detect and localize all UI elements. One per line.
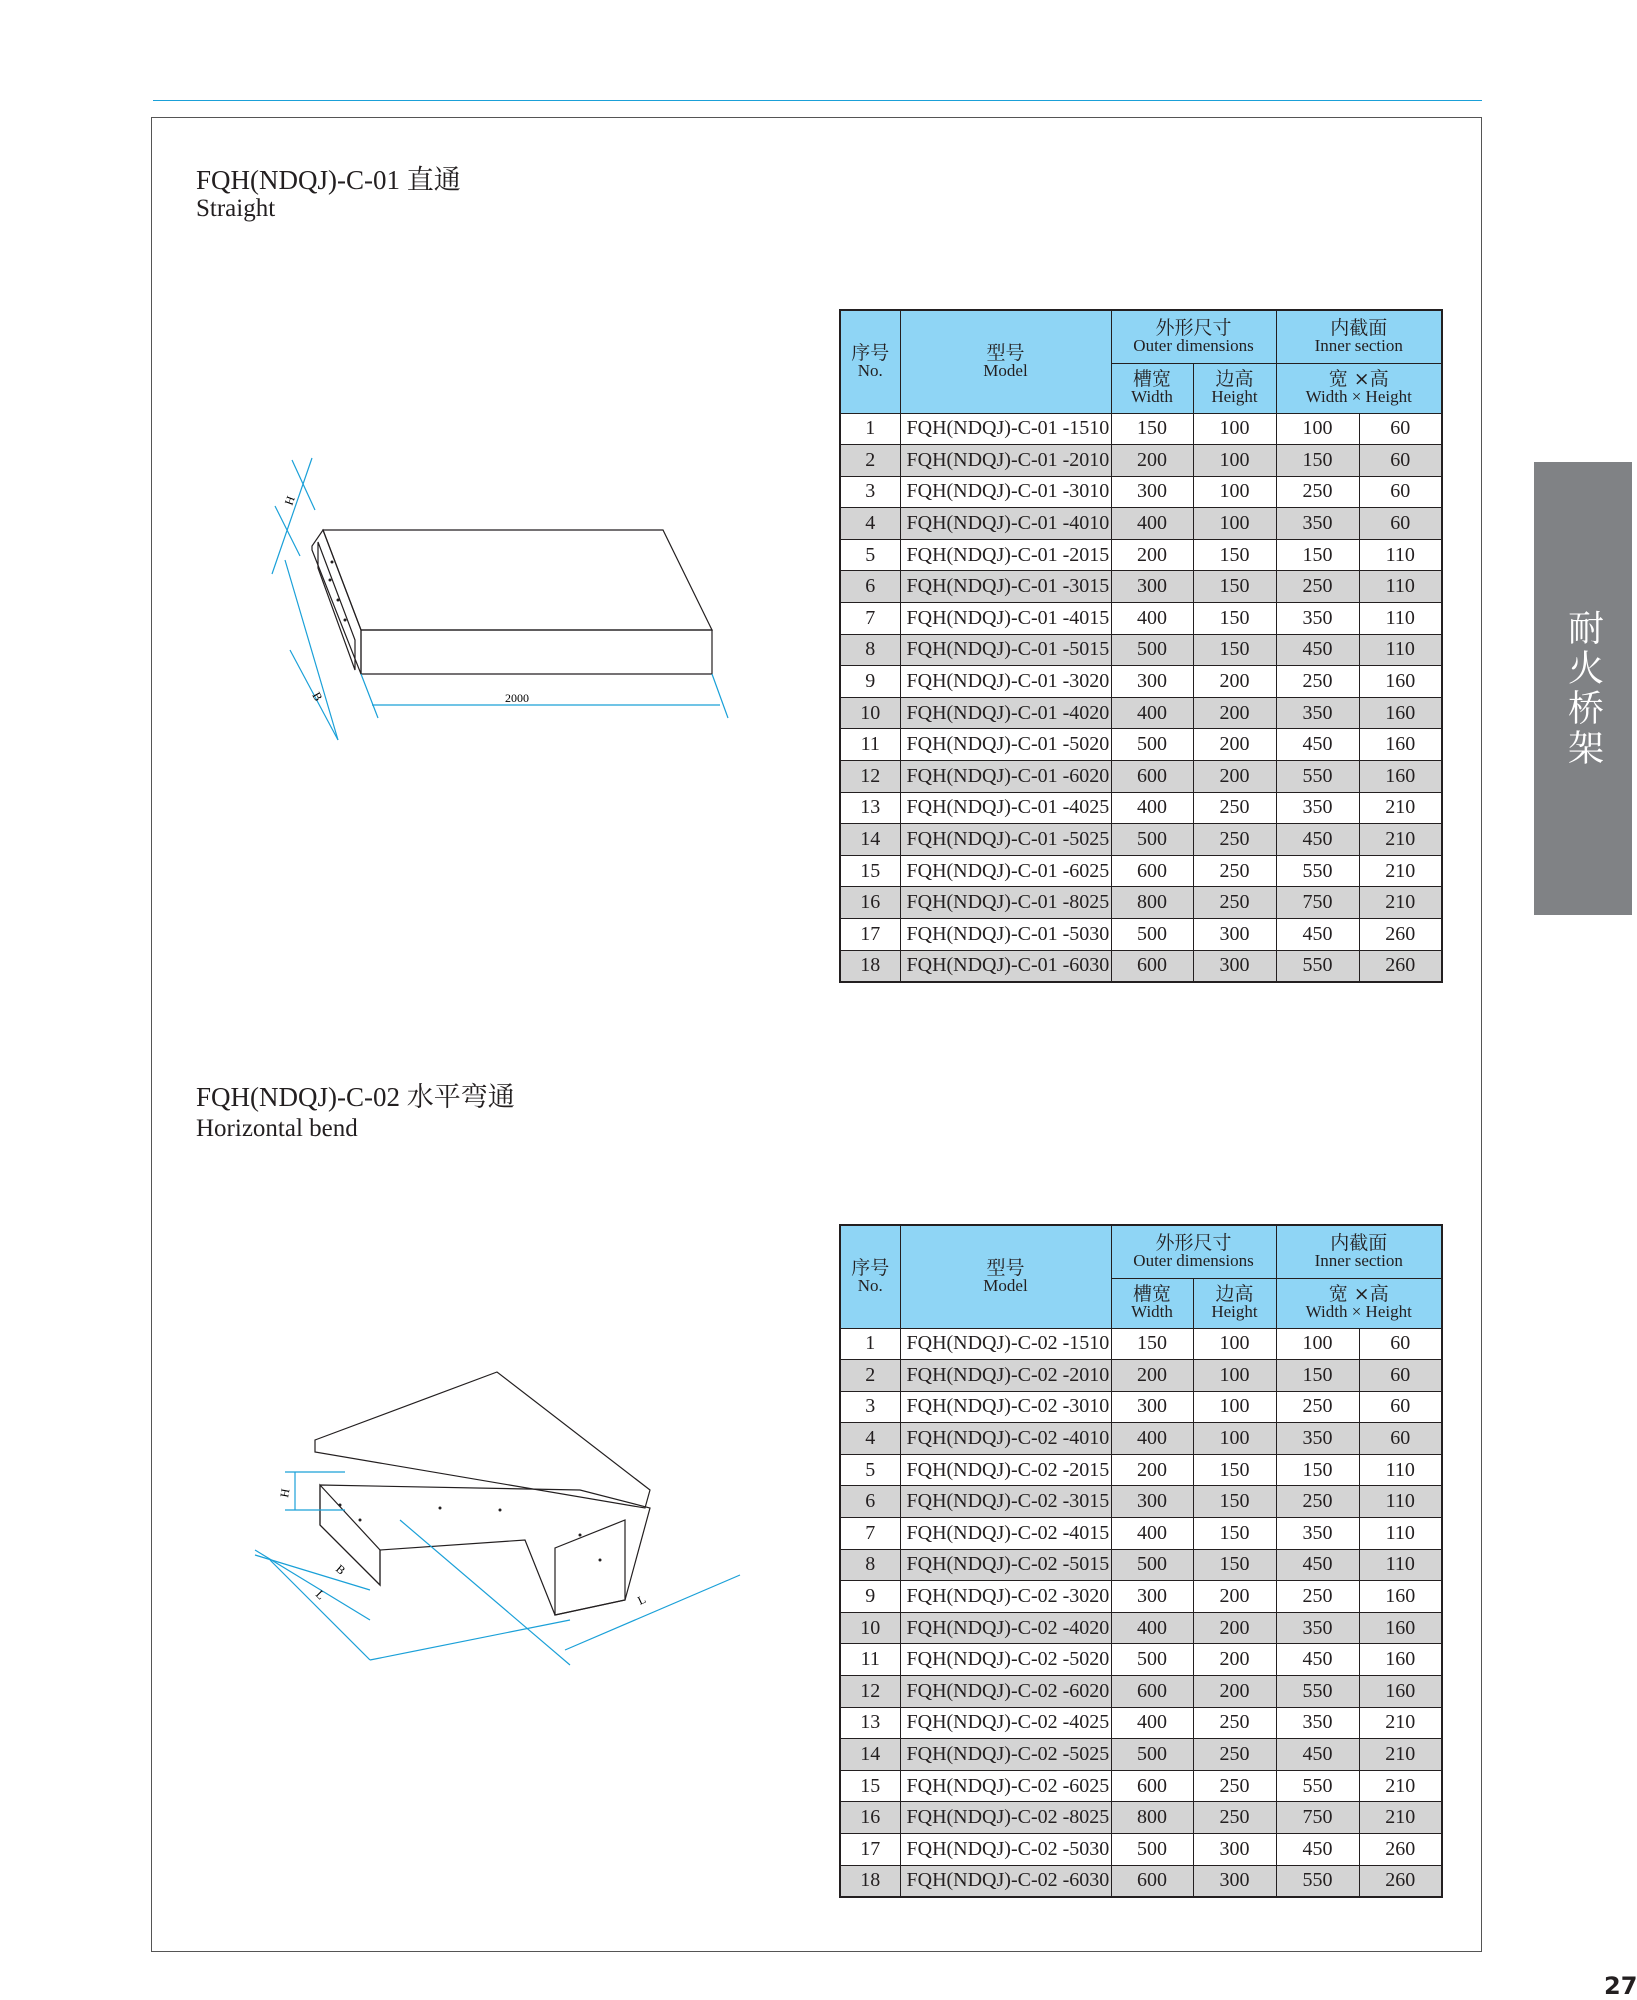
cell: 400 bbox=[1111, 603, 1193, 635]
dim-b: B bbox=[333, 1561, 349, 1578]
cell: 260 bbox=[1359, 919, 1442, 951]
cell: FQH(NDQJ)-C-02 -5025 bbox=[900, 1739, 1111, 1771]
cell: 350 bbox=[1276, 603, 1359, 635]
cell: 300 bbox=[1111, 571, 1193, 603]
cell: 210 bbox=[1359, 1739, 1442, 1771]
cell: 250 bbox=[1276, 1581, 1359, 1613]
cell: 160 bbox=[1359, 1612, 1442, 1644]
cell: 500 bbox=[1111, 634, 1193, 666]
cell: FQH(NDQJ)-C-01 -4015 bbox=[900, 603, 1111, 635]
cell: 250 bbox=[1193, 1739, 1276, 1771]
section-subtitle-straight: Straight bbox=[196, 195, 276, 222]
cell: 6 bbox=[840, 1486, 900, 1518]
cell: FQH(NDQJ)-C-02 -4015 bbox=[900, 1518, 1111, 1550]
section-title-bend: FQH(NDQJ)-C-02 水平弯通 bbox=[196, 1082, 515, 1112]
cell: 250 bbox=[1193, 887, 1276, 919]
cell: 100 bbox=[1193, 1328, 1276, 1360]
table-row bbox=[840, 1770, 1442, 1802]
table-row bbox=[840, 1518, 1442, 1550]
cell: 60 bbox=[1359, 508, 1442, 540]
cell: 300 bbox=[1193, 1834, 1276, 1866]
cell: 60 bbox=[1359, 445, 1442, 477]
table-row bbox=[840, 1612, 1442, 1644]
cell: 160 bbox=[1359, 1644, 1442, 1676]
cell: 100 bbox=[1193, 1391, 1276, 1423]
cell: 110 bbox=[1359, 603, 1442, 635]
col-model: 型号 Model bbox=[900, 310, 1111, 413]
cell: 300 bbox=[1111, 1391, 1193, 1423]
cell: FQH(NDQJ)-C-02 -5015 bbox=[900, 1549, 1111, 1581]
dim-l1: L bbox=[312, 1587, 328, 1603]
cell: 200 bbox=[1111, 445, 1193, 477]
section-subtitle-bend: Horizontal bend bbox=[196, 1115, 358, 1142]
cell: 3 bbox=[840, 1391, 900, 1423]
cell: 3 bbox=[840, 476, 900, 508]
section-title-straight: FQH(NDQJ)-C-01 直通 bbox=[196, 165, 461, 195]
cell: 450 bbox=[1276, 824, 1359, 856]
cell: 14 bbox=[840, 1739, 900, 1771]
cell: 1 bbox=[840, 1328, 900, 1360]
cell: 200 bbox=[1193, 761, 1276, 793]
cell: FQH(NDQJ)-C-01 -6030 bbox=[900, 950, 1111, 982]
table-row bbox=[840, 603, 1442, 635]
table-row bbox=[840, 445, 1442, 477]
cell: FQH(NDQJ)-C-02 -6025 bbox=[900, 1770, 1111, 1802]
table-row bbox=[840, 1581, 1442, 1613]
table-row bbox=[840, 1865, 1442, 1897]
cell: 110 bbox=[1359, 1549, 1442, 1581]
cell: 450 bbox=[1276, 1834, 1359, 1866]
col-inner: 内截面 Inner section bbox=[1276, 1225, 1442, 1278]
cell: 4 bbox=[840, 1423, 900, 1455]
cell: 150 bbox=[1193, 634, 1276, 666]
table-row bbox=[840, 1423, 1442, 1455]
cell: 250 bbox=[1276, 1486, 1359, 1518]
cell: 450 bbox=[1276, 1549, 1359, 1581]
cell: 100 bbox=[1193, 1360, 1276, 1392]
table-row bbox=[840, 697, 1442, 729]
col-inner-wh: 宽 ×高 Width × Height bbox=[1276, 363, 1442, 413]
cell: 500 bbox=[1111, 1834, 1193, 1866]
cell: FQH(NDQJ)-C-01 -5025 bbox=[900, 824, 1111, 856]
cell: 300 bbox=[1193, 1865, 1276, 1897]
cell: 500 bbox=[1111, 729, 1193, 761]
cell: 260 bbox=[1359, 1834, 1442, 1866]
cell: 210 bbox=[1359, 824, 1442, 856]
cell: 350 bbox=[1276, 792, 1359, 824]
cell: 600 bbox=[1111, 950, 1193, 982]
cell: FQH(NDQJ)-C-02 -3015 bbox=[900, 1486, 1111, 1518]
table-row bbox=[840, 1391, 1442, 1423]
spec-table-bend bbox=[839, 1224, 1443, 1898]
table-row bbox=[840, 413, 1442, 445]
cell: FQH(NDQJ)-C-02 -6020 bbox=[900, 1676, 1111, 1708]
cell: FQH(NDQJ)-C-02 -3020 bbox=[900, 1581, 1111, 1613]
table-row bbox=[840, 729, 1442, 761]
cell: FQH(NDQJ)-C-01 -3010 bbox=[900, 476, 1111, 508]
table-row bbox=[840, 887, 1442, 919]
cell: FQH(NDQJ)-C-01 -8025 bbox=[900, 887, 1111, 919]
cell: FQH(NDQJ)-C-01 -2010 bbox=[900, 445, 1111, 477]
cell: 550 bbox=[1276, 855, 1359, 887]
side-tab: 耐火桥架 bbox=[1534, 462, 1632, 915]
dim-h: H bbox=[277, 1487, 293, 1499]
cell: 300 bbox=[1193, 919, 1276, 951]
cell: FQH(NDQJ)-C-02 -3010 bbox=[900, 1391, 1111, 1423]
cell: 110 bbox=[1359, 1486, 1442, 1518]
cell: 500 bbox=[1111, 1549, 1193, 1581]
cell: 10 bbox=[840, 1612, 900, 1644]
cell: 260 bbox=[1359, 1865, 1442, 1897]
cell: 16 bbox=[840, 1802, 900, 1834]
cell: 400 bbox=[1111, 1423, 1193, 1455]
table-row bbox=[840, 855, 1442, 887]
table-row bbox=[840, 1549, 1442, 1581]
cell: 350 bbox=[1276, 697, 1359, 729]
cell: 400 bbox=[1111, 1518, 1193, 1550]
header-rule bbox=[153, 100, 1482, 101]
cell: 800 bbox=[1111, 1802, 1193, 1834]
cell: 210 bbox=[1359, 887, 1442, 919]
cell: 250 bbox=[1193, 1802, 1276, 1834]
cell: 350 bbox=[1276, 1707, 1359, 1739]
col-model: 型号 Model bbox=[900, 1225, 1111, 1328]
cell: 100 bbox=[1193, 1423, 1276, 1455]
cell: 150 bbox=[1276, 1454, 1359, 1486]
cell: FQH(NDQJ)-C-01 -1510 bbox=[900, 413, 1111, 445]
cell: 110 bbox=[1359, 571, 1442, 603]
cell: FQH(NDQJ)-C-01 -4025 bbox=[900, 792, 1111, 824]
cell: 60 bbox=[1359, 476, 1442, 508]
col-outer: 外形尺寸 Outer dimensions bbox=[1111, 1225, 1276, 1278]
cell: 400 bbox=[1111, 697, 1193, 729]
cell: 300 bbox=[1193, 950, 1276, 982]
cell: 9 bbox=[840, 666, 900, 698]
col-inner: 内截面 Inner section bbox=[1276, 310, 1442, 363]
cell: FQH(NDQJ)-C-02 -6030 bbox=[900, 1865, 1111, 1897]
cell: 450 bbox=[1276, 1739, 1359, 1771]
cell: 500 bbox=[1111, 919, 1193, 951]
cell: 160 bbox=[1359, 761, 1442, 793]
cell: 5 bbox=[840, 539, 900, 571]
col-width: 槽宽 Width bbox=[1111, 363, 1193, 413]
table-row bbox=[840, 1328, 1442, 1360]
cell: 400 bbox=[1111, 792, 1193, 824]
cell: 60 bbox=[1359, 1328, 1442, 1360]
cell: 18 bbox=[840, 1865, 900, 1897]
dim-h: H bbox=[281, 494, 298, 508]
cell: 6 bbox=[840, 571, 900, 603]
cell: 150 bbox=[1193, 1518, 1276, 1550]
cell: FQH(NDQJ)-C-02 -4025 bbox=[900, 1707, 1111, 1739]
cell: 14 bbox=[840, 824, 900, 856]
cell: FQH(NDQJ)-C-01 -3015 bbox=[900, 571, 1111, 603]
table-row bbox=[840, 1454, 1442, 1486]
table-row bbox=[840, 1486, 1442, 1518]
cell: 500 bbox=[1111, 1739, 1193, 1771]
cell: 350 bbox=[1276, 1612, 1359, 1644]
cell: 250 bbox=[1276, 1391, 1359, 1423]
cell: 12 bbox=[840, 761, 900, 793]
table-row bbox=[840, 1834, 1442, 1866]
cell: 100 bbox=[1276, 413, 1359, 445]
cell: 200 bbox=[1193, 1581, 1276, 1613]
cell: 13 bbox=[840, 1707, 900, 1739]
cell: 250 bbox=[1276, 666, 1359, 698]
cell: 12 bbox=[840, 1676, 900, 1708]
table-row bbox=[840, 1802, 1442, 1834]
cell: 100 bbox=[1193, 413, 1276, 445]
cell: 15 bbox=[840, 1770, 900, 1802]
cell: 10 bbox=[840, 697, 900, 729]
table-row bbox=[840, 792, 1442, 824]
cell: 110 bbox=[1359, 1518, 1442, 1550]
cell: 350 bbox=[1276, 508, 1359, 540]
cell: 150 bbox=[1193, 571, 1276, 603]
cell: FQH(NDQJ)-C-01 -5020 bbox=[900, 729, 1111, 761]
cell: 110 bbox=[1359, 1454, 1442, 1486]
cell: 150 bbox=[1111, 1328, 1193, 1360]
cell: 160 bbox=[1359, 1676, 1442, 1708]
cell: 2 bbox=[840, 445, 900, 477]
cell: 11 bbox=[840, 1644, 900, 1676]
cell: 250 bbox=[1193, 1707, 1276, 1739]
cell: 60 bbox=[1359, 413, 1442, 445]
col-outer: 外形尺寸 Outer dimensions bbox=[1111, 310, 1276, 363]
cell: 150 bbox=[1193, 1454, 1276, 1486]
cell: 110 bbox=[1359, 539, 1442, 571]
page-number: 27 bbox=[1604, 1972, 1637, 2000]
cell: FQH(NDQJ)-C-02 -2015 bbox=[900, 1454, 1111, 1486]
cell: 110 bbox=[1359, 634, 1442, 666]
cell: 260 bbox=[1359, 950, 1442, 982]
cell: FQH(NDQJ)-C-01 -2015 bbox=[900, 539, 1111, 571]
table-row bbox=[840, 1360, 1442, 1392]
cell: 210 bbox=[1359, 1770, 1442, 1802]
table-row bbox=[840, 634, 1442, 666]
horizontal-bend-drawing bbox=[240, 1360, 760, 1680]
cell: FQH(NDQJ)-C-02 -4020 bbox=[900, 1612, 1111, 1644]
cell: 150 bbox=[1193, 1486, 1276, 1518]
table-row bbox=[840, 761, 1442, 793]
col-height: 边高 Height bbox=[1193, 1278, 1276, 1328]
cell: 300 bbox=[1111, 476, 1193, 508]
cell: 16 bbox=[840, 887, 900, 919]
cell: 7 bbox=[840, 603, 900, 635]
cell: 250 bbox=[1193, 824, 1276, 856]
cell: 250 bbox=[1276, 571, 1359, 603]
cell: FQH(NDQJ)-C-02 -8025 bbox=[900, 1802, 1111, 1834]
cell: 5 bbox=[840, 1454, 900, 1486]
table-row bbox=[840, 571, 1442, 603]
cell: 15 bbox=[840, 855, 900, 887]
col-no: 序号 No. bbox=[840, 1225, 900, 1328]
table-row bbox=[840, 1707, 1442, 1739]
cell: 600 bbox=[1111, 1770, 1193, 1802]
dim-length: 2000 bbox=[505, 691, 529, 705]
cell: 160 bbox=[1359, 666, 1442, 698]
cell: 450 bbox=[1276, 1644, 1359, 1676]
cell: 450 bbox=[1276, 919, 1359, 951]
cell: 17 bbox=[840, 919, 900, 951]
cell: 500 bbox=[1111, 1644, 1193, 1676]
cell: 210 bbox=[1359, 792, 1442, 824]
cell: 550 bbox=[1276, 761, 1359, 793]
cell: FQH(NDQJ)-C-02 -2010 bbox=[900, 1360, 1111, 1392]
cell: 100 bbox=[1193, 445, 1276, 477]
cell: FQH(NDQJ)-C-02 -4010 bbox=[900, 1423, 1111, 1455]
cell: 11 bbox=[840, 729, 900, 761]
cell: 150 bbox=[1276, 445, 1359, 477]
cell: 750 bbox=[1276, 887, 1359, 919]
dim-b: B bbox=[309, 689, 326, 704]
cell: 150 bbox=[1193, 1549, 1276, 1581]
cell: FQH(NDQJ)-C-02 -5030 bbox=[900, 1834, 1111, 1866]
cell: 800 bbox=[1111, 887, 1193, 919]
table-row bbox=[840, 476, 1442, 508]
cell: 17 bbox=[840, 1834, 900, 1866]
cell: FQH(NDQJ)-C-01 -6025 bbox=[900, 855, 1111, 887]
cell: 8 bbox=[840, 634, 900, 666]
cell: 250 bbox=[1193, 855, 1276, 887]
cell: 450 bbox=[1276, 729, 1359, 761]
table-row bbox=[840, 1644, 1442, 1676]
straight-tray-drawing bbox=[260, 450, 740, 760]
cell: FQH(NDQJ)-C-01 -5015 bbox=[900, 634, 1111, 666]
cell: 400 bbox=[1111, 508, 1193, 540]
cell: 200 bbox=[1193, 697, 1276, 729]
cell: 550 bbox=[1276, 1865, 1359, 1897]
table-row bbox=[840, 1739, 1442, 1771]
cell: 210 bbox=[1359, 1802, 1442, 1834]
cell: 550 bbox=[1276, 950, 1359, 982]
table-row bbox=[840, 1676, 1442, 1708]
cell: 300 bbox=[1111, 1581, 1193, 1613]
cell: 300 bbox=[1111, 666, 1193, 698]
cell: 200 bbox=[1111, 1360, 1193, 1392]
cell: 100 bbox=[1193, 476, 1276, 508]
spec-table-straight bbox=[839, 309, 1443, 983]
col-inner-wh: 宽 ×高 Width × Height bbox=[1276, 1278, 1442, 1328]
cell: 600 bbox=[1111, 855, 1193, 887]
cell: 200 bbox=[1193, 1676, 1276, 1708]
cell: 200 bbox=[1193, 729, 1276, 761]
cell: 13 bbox=[840, 792, 900, 824]
cell: 300 bbox=[1111, 1486, 1193, 1518]
cell: 600 bbox=[1111, 761, 1193, 793]
cell: 8 bbox=[840, 1549, 900, 1581]
table-row bbox=[840, 666, 1442, 698]
cell: 60 bbox=[1359, 1360, 1442, 1392]
table-row bbox=[840, 508, 1442, 540]
cell: 350 bbox=[1276, 1518, 1359, 1550]
cell: 160 bbox=[1359, 1581, 1442, 1613]
cell: 200 bbox=[1193, 1644, 1276, 1676]
cell: 60 bbox=[1359, 1423, 1442, 1455]
cell: FQH(NDQJ)-C-02 -5020 bbox=[900, 1644, 1111, 1676]
col-height: 边高 Height bbox=[1193, 363, 1276, 413]
cell: 18 bbox=[840, 950, 900, 982]
col-width: 槽宽 Width bbox=[1111, 1278, 1193, 1328]
cell: 4 bbox=[840, 508, 900, 540]
cell: 450 bbox=[1276, 634, 1359, 666]
cell: FQH(NDQJ)-C-01 -5030 bbox=[900, 919, 1111, 951]
cell: 400 bbox=[1111, 1707, 1193, 1739]
cell: 500 bbox=[1111, 824, 1193, 856]
cell: 60 bbox=[1359, 1391, 1442, 1423]
dim-l2: L bbox=[635, 1591, 648, 1608]
col-no: 序号 No. bbox=[840, 310, 900, 413]
cell: 250 bbox=[1276, 476, 1359, 508]
cell: 250 bbox=[1193, 792, 1276, 824]
cell: 750 bbox=[1276, 1802, 1359, 1834]
cell: FQH(NDQJ)-C-01 -4010 bbox=[900, 508, 1111, 540]
cell: 7 bbox=[840, 1518, 900, 1550]
cell: 150 bbox=[1276, 539, 1359, 571]
cell: 250 bbox=[1193, 1770, 1276, 1802]
cell: 100 bbox=[1193, 508, 1276, 540]
cell: 150 bbox=[1111, 413, 1193, 445]
cell: 210 bbox=[1359, 1707, 1442, 1739]
table-row bbox=[840, 950, 1442, 982]
cell: FQH(NDQJ)-C-01 -4020 bbox=[900, 697, 1111, 729]
cell: 200 bbox=[1111, 1454, 1193, 1486]
cell: 2 bbox=[840, 1360, 900, 1392]
cell: 150 bbox=[1276, 1360, 1359, 1392]
cell: 200 bbox=[1193, 666, 1276, 698]
cell: 9 bbox=[840, 1581, 900, 1613]
cell: FQH(NDQJ)-C-02 -1510 bbox=[900, 1328, 1111, 1360]
table-row bbox=[840, 539, 1442, 571]
cell: 200 bbox=[1193, 1612, 1276, 1644]
cell: 600 bbox=[1111, 1865, 1193, 1897]
cell: 150 bbox=[1193, 603, 1276, 635]
cell: 400 bbox=[1111, 1612, 1193, 1644]
cell: 350 bbox=[1276, 1423, 1359, 1455]
cell: 600 bbox=[1111, 1676, 1193, 1708]
table-row bbox=[840, 824, 1442, 856]
cell: FQH(NDQJ)-C-01 -6020 bbox=[900, 761, 1111, 793]
cell: 160 bbox=[1359, 697, 1442, 729]
cell: 550 bbox=[1276, 1770, 1359, 1802]
cell: 160 bbox=[1359, 729, 1442, 761]
cell: 100 bbox=[1276, 1328, 1359, 1360]
cell: 150 bbox=[1193, 539, 1276, 571]
table-row bbox=[840, 919, 1442, 951]
cell: 200 bbox=[1111, 539, 1193, 571]
cell: 1 bbox=[840, 413, 900, 445]
cell: 210 bbox=[1359, 855, 1442, 887]
cell: FQH(NDQJ)-C-01 -3020 bbox=[900, 666, 1111, 698]
cell: 550 bbox=[1276, 1676, 1359, 1708]
